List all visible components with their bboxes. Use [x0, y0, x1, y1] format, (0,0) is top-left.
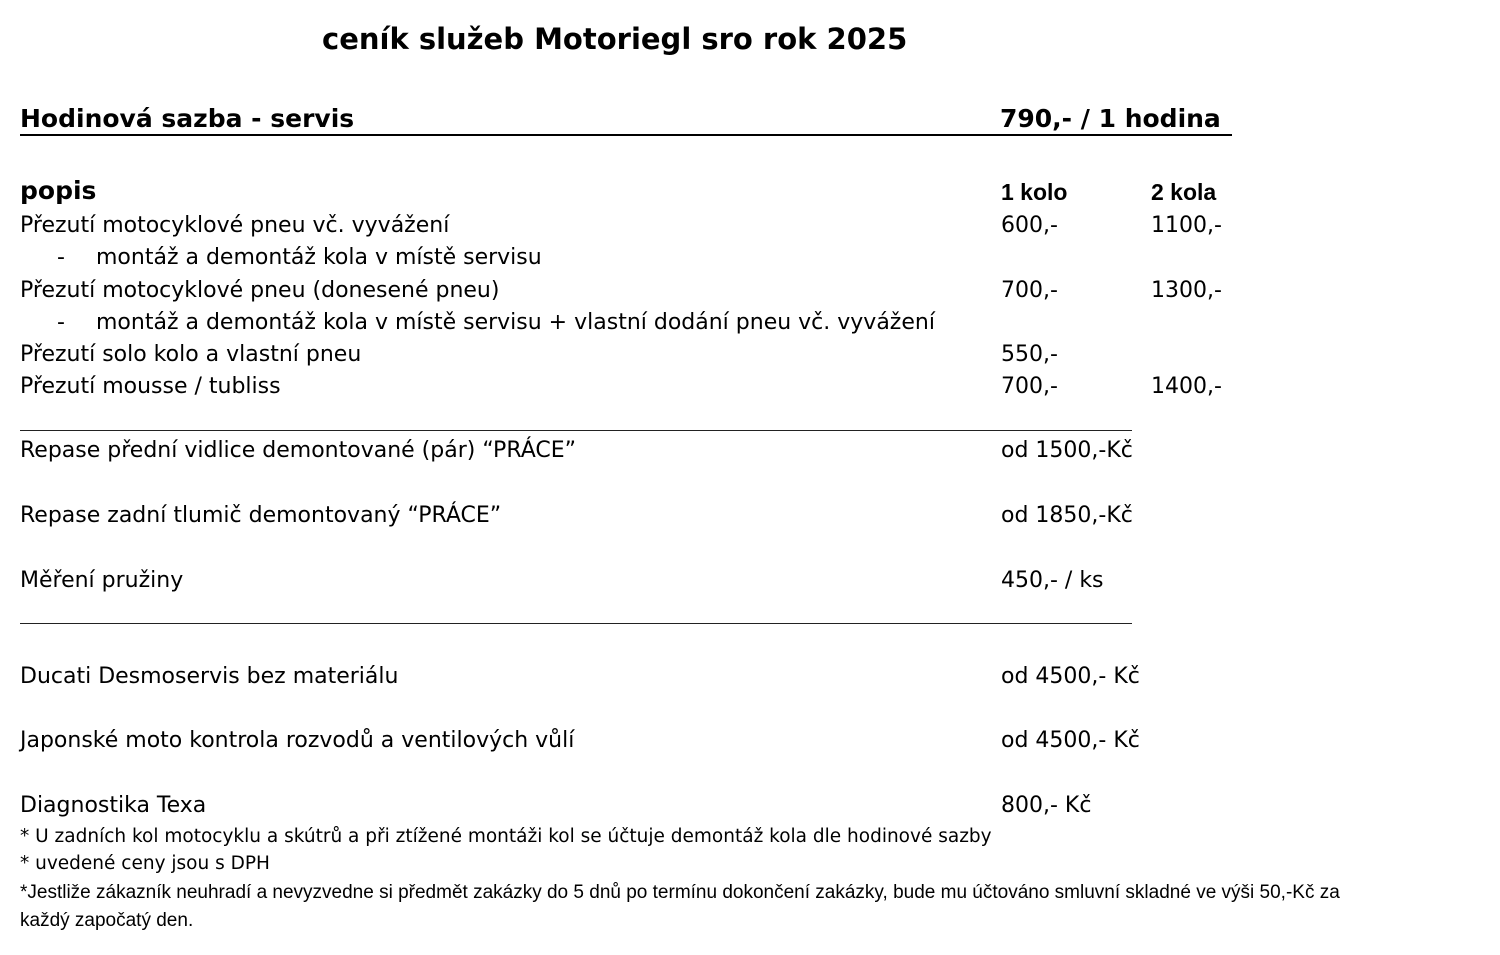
footnote: * U zadních kol motocyklu a skútrů a při ztížené montáži kol se účtuje demontáž kola dle hodinové sazby — [20, 826, 992, 847]
footnote: každý započatý den. — [20, 910, 194, 931]
service-name: Měření pružiny — [20, 568, 184, 593]
section-divider — [20, 623, 1132, 624]
hourly-rate-value: 790,- / 1 hodina — [1000, 104, 1221, 133]
column-header-two-wheels: 2 kola — [1151, 179, 1217, 205]
service-price: od 1850,-Kč — [1001, 503, 1133, 528]
column-header-description: popis — [20, 176, 97, 205]
service-price-two-wheels: 1400,- — [1151, 374, 1222, 399]
section-divider — [20, 430, 1132, 431]
service-name: Diagnostika Texa — [20, 793, 207, 818]
page-title: ceník služeb Motoriegl sro rok 2025 — [322, 22, 908, 56]
service-name: Přezutí solo kolo a vlastní pneu — [20, 342, 362, 367]
service-name: Přezutí motocyklové pneu vč. vyvážení — [20, 213, 450, 238]
hourly-rate-row — [20, 104, 1232, 136]
hourly-rate-label: Hodinová sazba - servis — [20, 104, 355, 133]
service-name: Repase zadní tlumič demontovaný “PRÁCE” — [20, 503, 502, 528]
service-name: Japonské moto kontrola rozvodů a ventilových vůlí — [20, 728, 575, 753]
service-name: Ducati Desmoservis bez materiálu — [20, 664, 399, 689]
service-name: Repase přední vidlice demontované (pár) “PRÁCE” — [20, 438, 577, 463]
service-price: od 1500,-Kč — [1001, 438, 1133, 463]
service-price-two-wheels: 1300,- — [1151, 278, 1222, 303]
column-header-one-wheel: 1 kolo — [1001, 179, 1068, 205]
service-price-two-wheels: 1100,- — [1151, 213, 1222, 238]
service-subnote: montáž a demontáž kola v místě servisu — [96, 245, 542, 270]
footnote: *Jestliže zákazník neuhradí a nevyzvedne si předmět zakázky do 5 dnů po termínu dokončení zakázky, bude mu účtováno smluvní skladné ve výši 50,-Kč za — [20, 882, 1340, 903]
service-price-one-wheel: 600,- — [1001, 213, 1058, 238]
service-name: Přezutí mousse / tubliss — [20, 374, 281, 399]
service-price: od 4500,- Kč — [1001, 664, 1140, 689]
service-price-one-wheel: 550,- — [1001, 342, 1058, 367]
service-price: 450,- / ks — [1001, 568, 1104, 593]
service-price: od 4500,- Kč — [1001, 728, 1140, 753]
service-name: Přezutí motocyklové pneu (donesené pneu) — [20, 278, 500, 303]
service-subnote: montáž a demontáž kola v místě servisu + vlastní dodání pneu vč. vyvážení — [96, 310, 935, 335]
service-price-one-wheel: 700,- — [1001, 278, 1058, 303]
bullet-dash: - — [57, 310, 65, 335]
service-price-one-wheel: 700,- — [1001, 374, 1058, 399]
bullet-dash: - — [57, 245, 65, 270]
service-price: 800,- Kč — [1001, 793, 1092, 818]
footnote: * uvedené ceny jsou s DPH — [20, 853, 270, 874]
